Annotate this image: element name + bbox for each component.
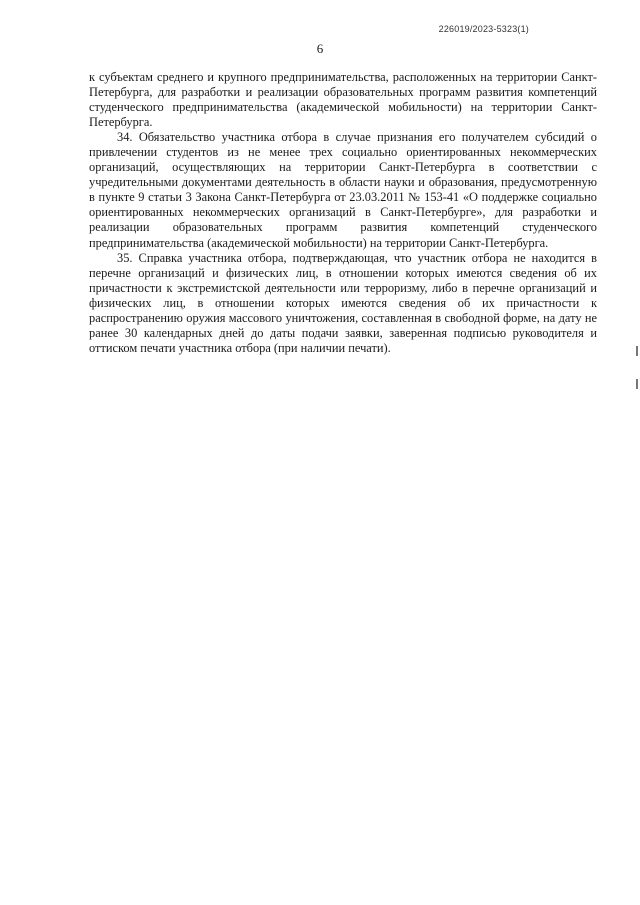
paragraph-35: 35. Справка участника отбора, подтверждающая, что участник отбора не находится в перечне организаций и физических лиц, в отношении которых имеются сведения об их причастности к экстремистской деятельности или терроризму, либо в перечне организаций и физических лиц, в отношении которых имеются сведения об их причастности к распространению оружия массового уничтожения, составленная в свободной форме, на дату не ранее 30 календарных дней до даты подачи заявки, заверенная подписью руководителя и оттиском печати участника отбора (при наличии печати).: [89, 250, 597, 355]
paragraph-34: 34. Обязательство участника отбора в случае признания его получателем субсидий о привлечении студентов из не менее трех социально ориентированных некоммерческих организаций, осуществляющих на территории Санкт-Петербурга в соответствии с учредительными документами деятельность в области науки и образования, предусмотренную в пункте 9 статьи 3 Закона Санкт-Петербурга от 23.03.2011 № 153-41 «О поддержке социально ориентированных некоммерческих организаций в Санкт-Петербурге», для разработки и реализации образовательных программ развития компетенций студенческого предпринимательства (академической мобильности) на территории Санкт-Петербурга.: [89, 130, 597, 250]
scan-artifact-mark: [636, 379, 638, 389]
document-id: 226019/2023-5323(1): [438, 24, 529, 34]
paragraph-continuation: к субъектам среднего и крупного предпринимательства, расположенных на территории Санкт-Петербурга, для разработки и реализации образовательных программ развития компетенций студенческого предпринимательства (академической мобильности) на территории Санкт-Петербурга.: [89, 70, 597, 130]
page-number: 6: [316, 41, 324, 56]
document-body: [89, 70, 597, 356]
scan-artifact-mark: [636, 346, 638, 356]
